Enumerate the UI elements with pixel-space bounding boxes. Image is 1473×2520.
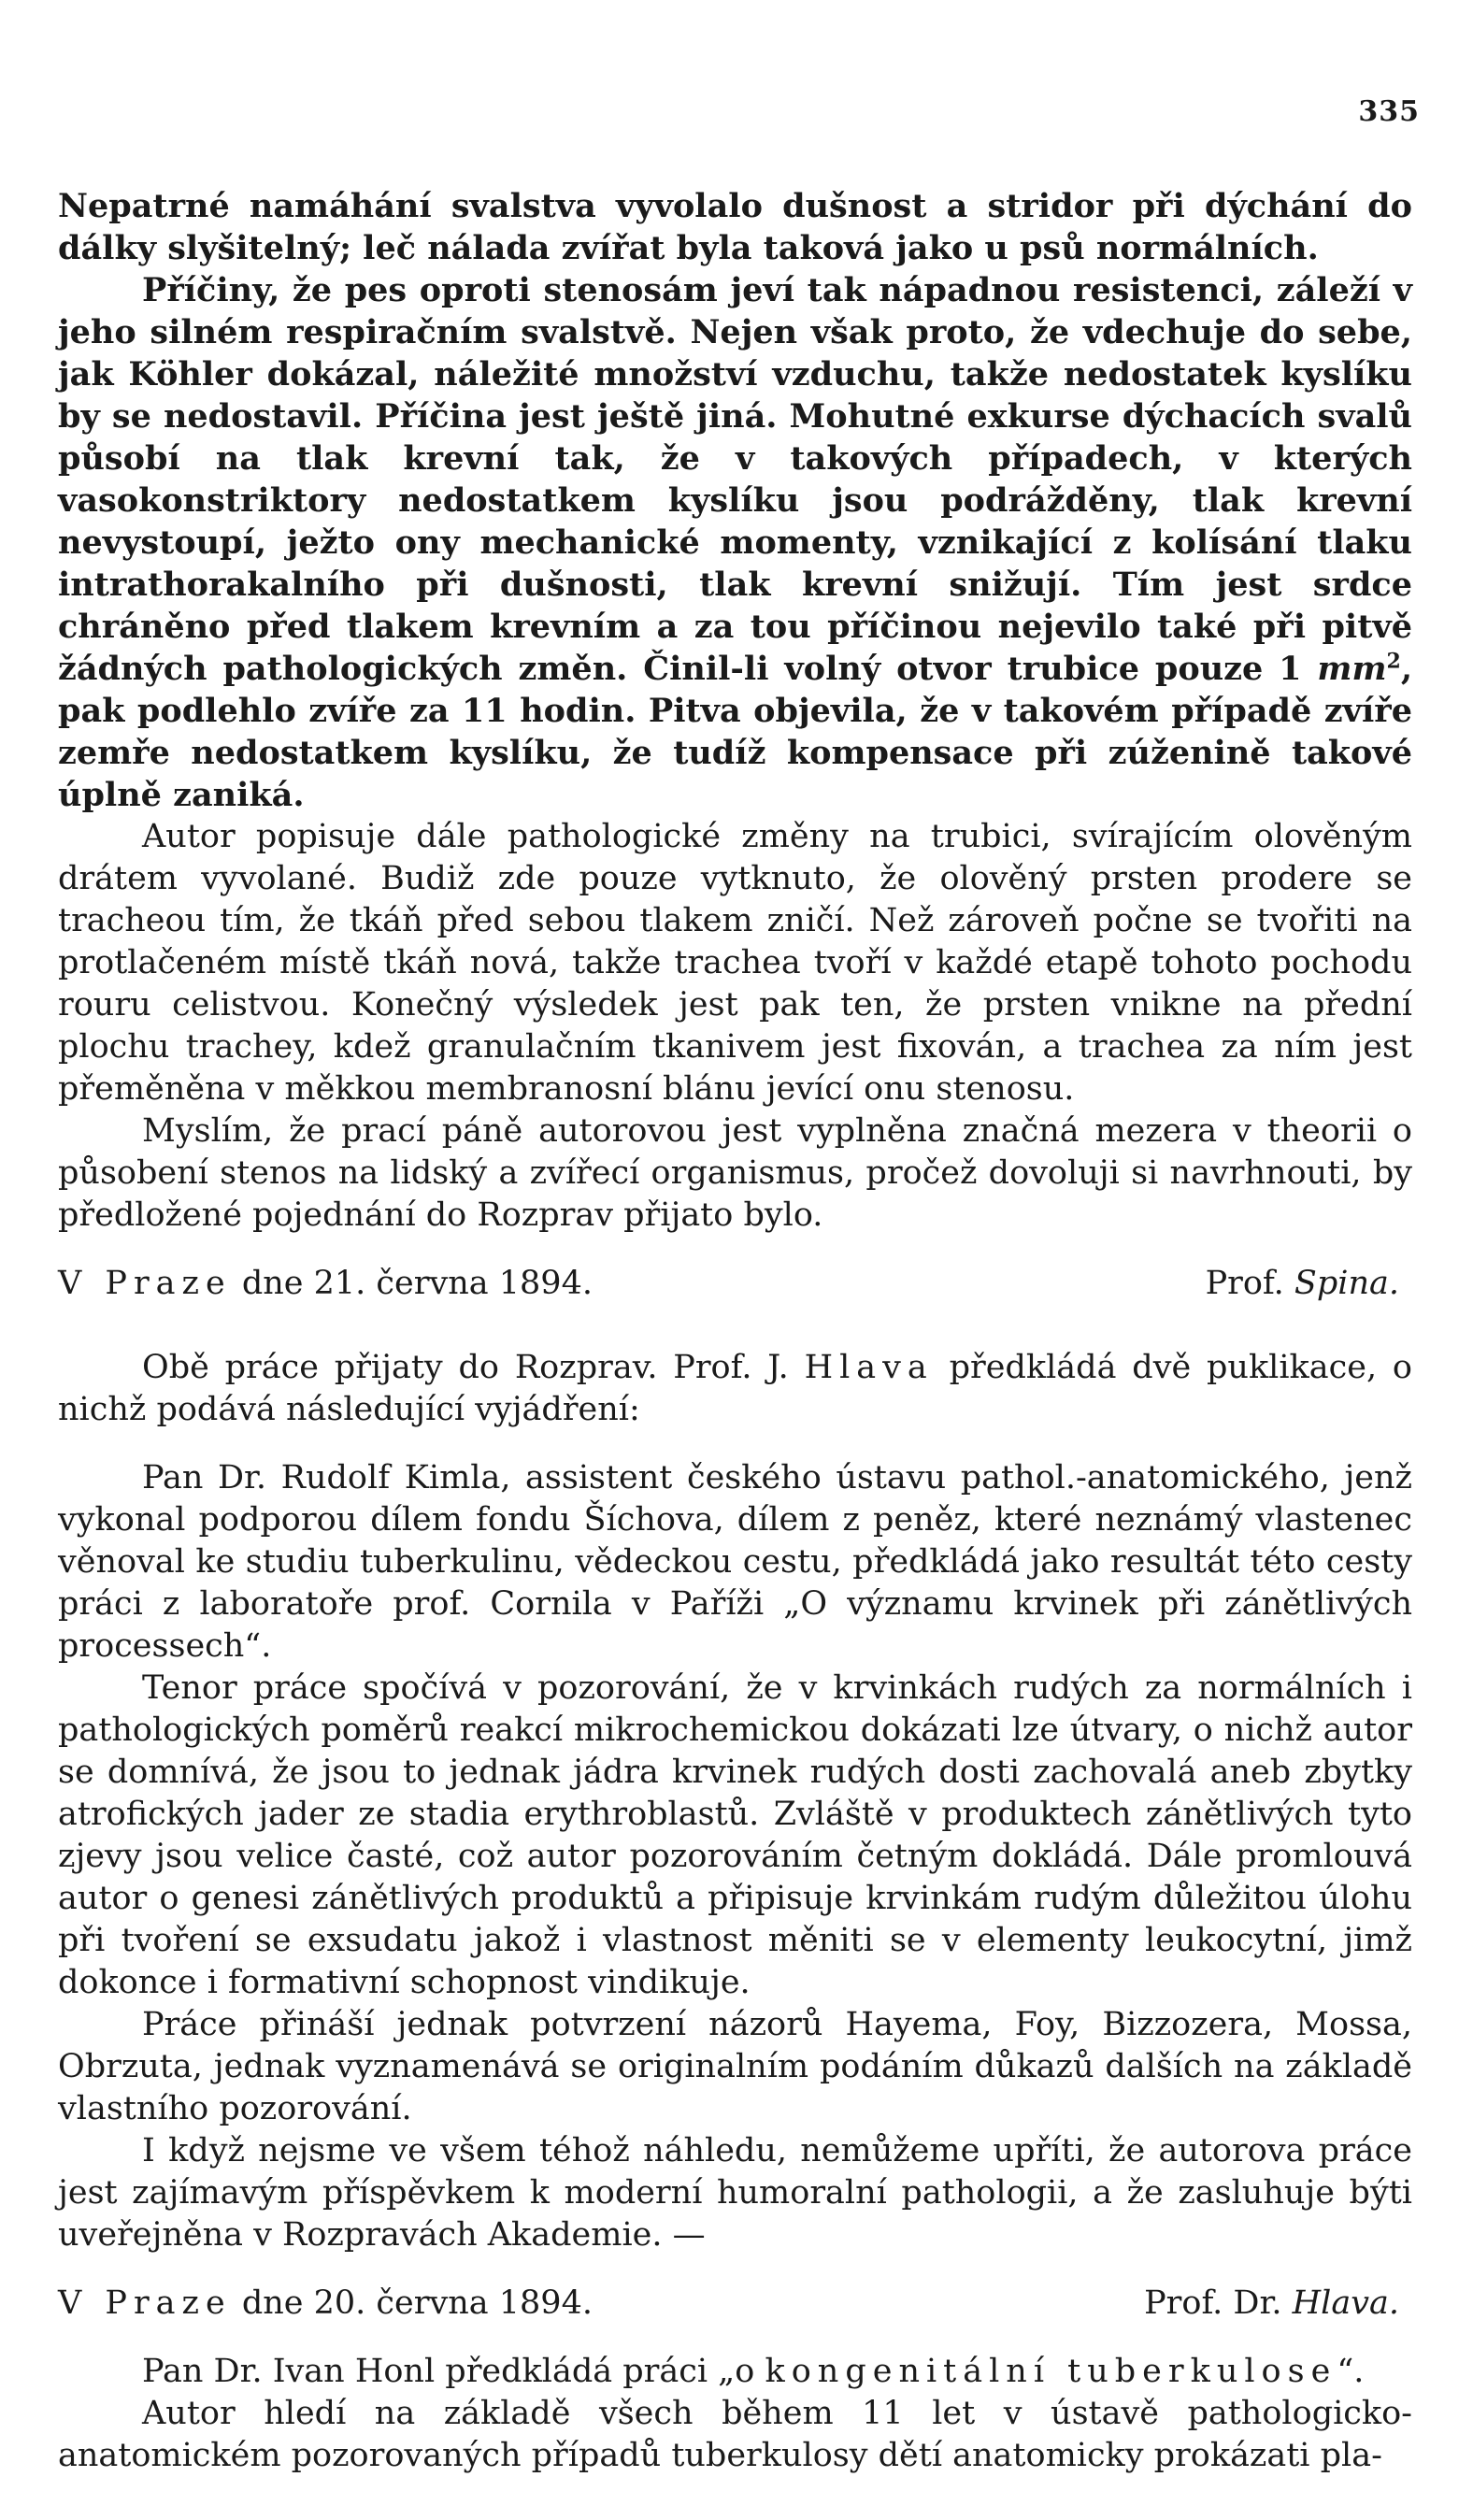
signature2-author — [1144, 2283, 1399, 2325]
signature-author-name: Spina. — [1294, 1265, 1399, 1302]
paragraph-confirmation: Práce přináší jednak potvrzení názorů Hayema, Foy, Bizzozera, Mossa, Obrzuta, jednak vyznamenává se originalním podáním důkazů dalších na základě vlastního pozorování. — [58, 2006, 1412, 2127]
honl-after: “. — [1337, 2353, 1365, 2390]
hlava-intro-after: předkládá dvě puklikace, o nichž podává následující vyjádření: — [58, 1349, 1412, 1428]
paragraph-resistance-text-after: , pak podlehlo zvíře za 11 hodin. Pitva objevila, že v takovém případě zvíře zemře nedostatkem kyslíku, že tudíž kompensace při zúženině takové úplně zaniká. — [58, 650, 1412, 814]
paragraph-tenor: Tenor práce spočívá v pozorování, že v krvinkách rudých za normálních i pathologických poměrů reakcí mikrochemickou dokázati lze útvary, o nichž autor se domnívá, že jsou to jednak jádra krvinek rudých dosti zachovalá aneb zbytky atrofických jader ze stadia erythroblastů. Zvláště v produktech zánětlivých tyto zjevy jsou velice časté, což autor pozorováním četným dokládá. Dále promlouvá autor o genesi zánětlivých produktů a připisuje krvinkám rudým důležitou úlohu při tvoření se exsudatu jakož i vlastnost měniti se v elementy leukocytní, jimž dokonce i formativní schopnost vindikuje. — [58, 1669, 1412, 2001]
honl-before: Pan Dr. Ivan Honl předkládá práci „o — [142, 2353, 755, 2390]
paragraph-recommendation: Myslím, že prací páně autorovou jest vyplněna značná mezera v theorii o působení stenos na lidský a zvířecí organismus, pročež dovoluji si navrhnouti, by předložené pojednání do Rozprav přijato bylo. — [58, 1112, 1412, 1234]
signature-date: dne 21. června 1894. — [241, 1265, 593, 1302]
signature2-author-name: Hlava. — [1292, 2284, 1399, 2322]
signature-place-date — [58, 1263, 593, 1305]
unit-superscript: 2 — [1386, 649, 1401, 674]
signature2-place: V Praze — [58, 2284, 232, 2322]
signature-author — [1206, 1263, 1399, 1305]
signature2-place-date — [58, 2283, 593, 2325]
signature2-author-prefix: Prof. Dr. — [1144, 2284, 1282, 2322]
signature-hlava — [58, 2283, 1412, 2325]
paragraph-last: Autor hledí na základě všech během 11 let v ústavě pathologicko-anatomickém pozorovaných případů tuberkulosy dětí anatomicky prokázati pla- — [58, 2395, 1412, 2474]
paragraph-resistance-text: Příčiny, že pes oproti stenosám jeví tak nápadnou resistenci, záleží v jeho silném respiračním svalstvě. Nejen však proto, že vdechuje do sebe, jak Köhler dokázal, náležité množství vzduchu, takže nedostatek kyslíku by se nedostavil. Příčina jest ještě jiná. Mohutné exkurse dýchacích svalů působí na tlak krevní tak, že v takových případech, v kterých vasokonstriktory nedostatkem kyslíku jsou podrážděny, tlak krevní nevystoupí, ježto ony mechanické momenty, vznikající z kolísání tlaku intrathorakalního při dušnosti, tlak krevní snižují. Tím jest srdce chráněno před tlakem krevním a za tou příčinou nejevilo také při pitvě žádných pathologických změn. Činil-li volný otvor trubice pouze 1 — [58, 271, 1412, 688]
paragraph-pathology: Autor popisuje dále pathologické změny na trubici, svírajícím olověným drátem vyvolané. Budiž zde pouze vytknuto, že olověný prsten prodere se tracheou tím, že tkáň před sebou tlakem zničí. Než zároveň počne se tvořiti na protlačeném místě tkáň nová, takže trachea tvoří v každé etapě tohoto pochodu rouru celistvou. Konečný výsledek jest pak ten, že prsten vnikne na přední plochu trachey, kdež granulačním tkanivem jest fixován, a trachea za ním jest přeměněna v měkkou membranosní blánu jevící onu stenosu. — [58, 818, 1412, 1108]
paragraph-honl — [58, 2351, 1412, 2393]
hlava-intro-name: Hlava — [804, 1349, 934, 1386]
hlava-intro-before: Obě práce přijaty do Rozprav. Prof. J. — [142, 1349, 789, 1386]
unit-mm: mm — [1317, 650, 1387, 688]
page-body — [58, 185, 1412, 2477]
signature2-date: dne 20. června 1894. — [241, 2284, 593, 2322]
paragraph-hlava-intro — [58, 1347, 1412, 1431]
signature-spina — [58, 1263, 1412, 1305]
signature-author-prefix: Prof. — [1205, 1265, 1284, 1302]
paragraph-kimla: Pan Dr. Rudolf Kimla, assistent českého ústavu pathol.-anatomického, jenž vykonal podporou dílem fondu Šíchova, dílem z peněz, které neznámý vlastenec věnoval ke studiu tuberkulinu, vědeckou cestu, předkládá jako resultát této cesty práci z laboratoře prof. Cornila v Paříži „O významu krvinek při zánětlivých processech“. — [58, 1459, 1412, 1665]
page-number: 335 — [1358, 95, 1420, 128]
paragraph-conclusion: I když nejsme ve všem téhož náhledu, nemůžeme upříti, že autorova práce jest zajímavým příspěvkem k moderní humoralní pathologii, a že zasluhuje býti uveřejněna v Rozpravách Akademie. — — [58, 2132, 1412, 2254]
honl-title: kongenitální tuberkulose — [765, 2353, 1337, 2390]
signature-place: V Praze — [58, 1265, 232, 1302]
paragraph-resistance — [58, 269, 1412, 816]
paragraph-stridor: Nepatrné namáhání svalstva vyvolalo dušnost a stridor při dýchání do dálky slyšitelný; leč nálada zvířat byla taková jako u psů normálních. — [58, 187, 1412, 267]
